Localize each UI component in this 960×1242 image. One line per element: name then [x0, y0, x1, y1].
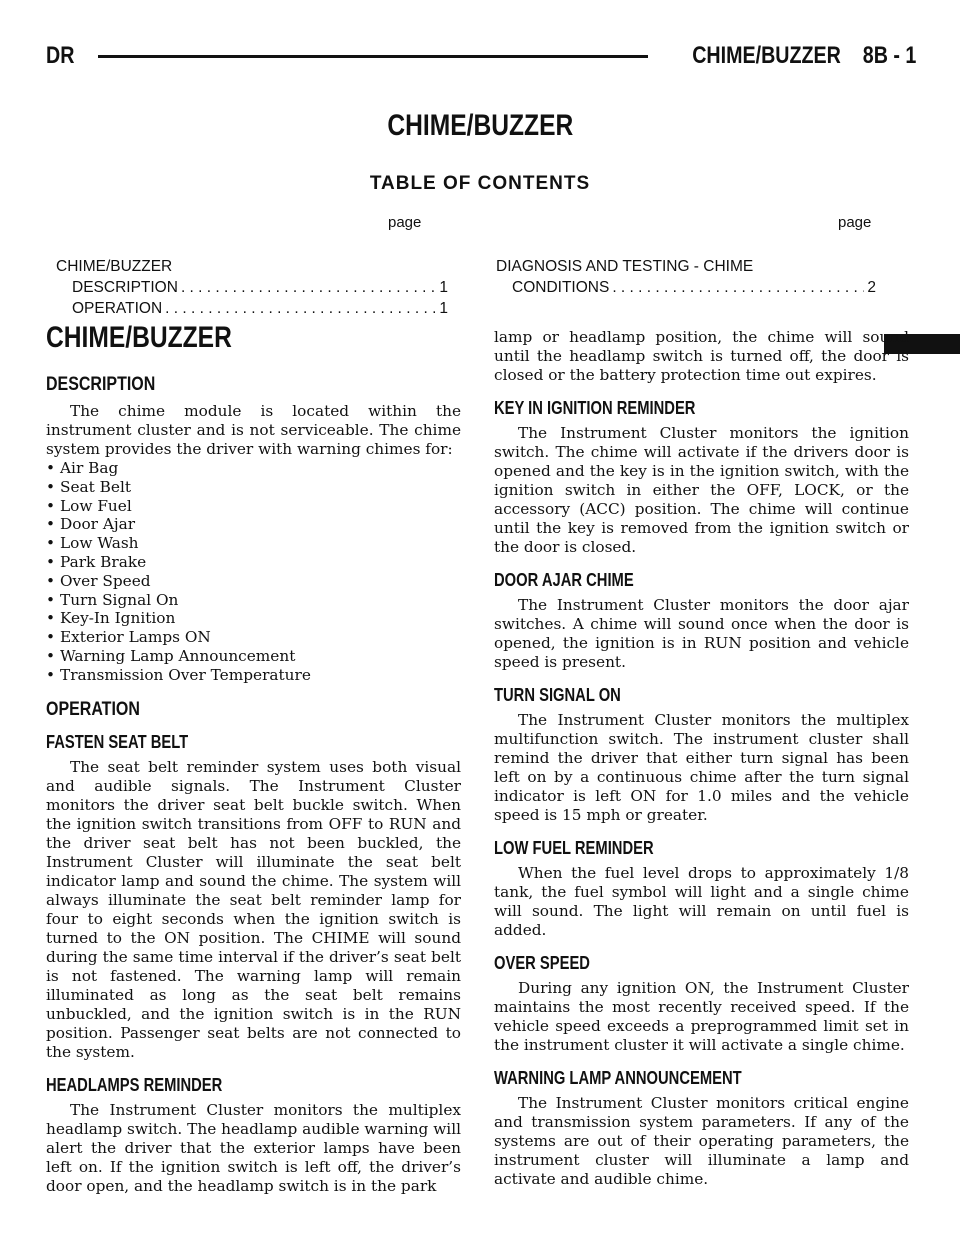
headlamps-text: The Instrument Cluster monitors the multiplex headlamp switch. The headlamp audible warning will alert the driver that the exterior lamps have been left on. If the ignition switch is left off, the driver’s door open, and the headlamp switch is in the park — [46, 1100, 461, 1195]
key-in-ignition-text: The Instrument Cluster monitors the ignition switch. The chime will activate if the drivers door is opened and the key is in the ignition switch, with the ignition switch in either the OFF, LOCK, or the accessory (ACC) position. The chime will continue until the key is removed from the ignition switch or the door is closed. — [494, 424, 909, 556]
toc-left-column — [56, 256, 448, 319]
list-item: • Door Ajar — [46, 515, 461, 534]
headlamps-text-continued: lamp or headlamp position, the chime will sound until the headlamp switch is turned off, the door is closed or the battery protection time out expires. — [494, 328, 909, 384]
list-item: • Exterior Lamps ON — [46, 628, 461, 647]
toc-entry-diagnosis-line1[interactable]: DIAGNOSIS AND TESTING - CHIME — [496, 258, 754, 275]
description-text: The chime module is located within the instrument cluster and is not serviceable. The chime system provides the driver with warning chimes for: — [46, 402, 461, 458]
fasten-seat-belt-text: The seat belt reminder system uses both visual and audible signals. The Instrument Cluster monitors the driver seat belt buckle switch. When the ignition switch transitions from OFF to RUN and the driver seat belt has not been buckled, the Instrument Cluster will illuminate the seat belt indicator lamp and sound the chime. The system will always illuminate the seat belt reminder lamp for four to eight seconds when the ignition switch is turned to the ON position. The CHIME will sound during the same time interval if the driver’s seat belt is not fastened. The warning lamp will remain illuminated as long as the seat belt remains unbuckled, and the ignition switch is in the RUN position. Passenger seat belts are not connected to the system. — [46, 757, 461, 1061]
turn-signal-text: The Instrument Cluster monitors the multiplex multifunction switch. The instrument cluster shall remind the driver that either turn signal has been left on by a continuous chime after the turn signal indicator is left ON for 1.0 miles and the vehicle speed is 15 mph or greater. — [494, 711, 909, 824]
list-item: • Over Speed — [46, 572, 461, 591]
header-rule — [98, 55, 648, 58]
fasten-seat-belt-heading: FASTEN SEAT BELT — [46, 731, 189, 752]
toc-heading: TABLE OF CONTENTS — [369, 173, 591, 194]
low-fuel-heading: LOW FUEL REMINDER — [494, 838, 654, 858]
page-title: CHIME/BUZZER — [387, 109, 573, 142]
toc-group-title: CHIME/BUZZER — [56, 258, 173, 275]
low-fuel-text: When the fuel level drops to approximately 1/8 tank, the fuel symbol will light and a single chime will sound. The light will remain on until fuel is added. — [494, 864, 909, 939]
chime-list — [46, 459, 461, 685]
toc-page-label-right: page — [838, 214, 872, 231]
body-right-column — [494, 328, 909, 1189]
door-ajar-heading: DOOR AJAR CHIME — [494, 570, 634, 590]
key-in-ignition-heading: KEY IN IGNITION REMINDER — [494, 398, 696, 418]
toc-right-column — [496, 256, 876, 298]
door-ajar-text: The Instrument Cluster monitors the door ajar switches. A chime will sound once when the door is opened, the ignition is in RUN position and vehicle speed is present. — [494, 596, 909, 671]
turn-signal-heading: TURN SIGNAL ON — [494, 685, 621, 705]
list-item: • Key-In Ignition — [46, 609, 461, 628]
toc-entry-operation[interactable]: OPERATION . . . 1 — [56, 298, 448, 319]
list-item: • Air Bag — [46, 459, 461, 478]
toc-entry-description[interactable]: DESCRIPTION . . . 1 — [56, 277, 448, 298]
body-left-column — [46, 321, 461, 1196]
over-speed-text: During any ignition ON, the Instrument Cluster maintains the most recently received speed. If the vehicle speed exceeds a preprogrammed limit set in the instrument cluster it will activate a single chime. — [494, 979, 909, 1054]
list-item: • Transmission Over Temperature — [46, 666, 461, 685]
running-header — [46, 42, 916, 72]
list-item: • Turn Signal On — [46, 591, 461, 610]
header-section-code: DR — [46, 42, 75, 69]
header-page-id: CHIME/BUZZER 8B - 1 — [691, 42, 916, 69]
headlamps-heading: HEADLAMPS REMINDER — [46, 1074, 223, 1095]
toc-page-label-left: page — [388, 214, 422, 231]
section-heading: CHIME/BUZZER — [46, 321, 232, 354]
toc-entry-diagnosis[interactable]: CONDITIONS . . . 2 — [496, 277, 876, 298]
warning-lamp-text: The Instrument Cluster monitors critical engine and transmission system parameters. If any of the systems are out of their operating parameters, the instrument cluster will illuminate a lamp and activate and audible chime. — [494, 1094, 909, 1188]
warning-lamp-heading: WARNING LAMP ANNOUNCEMENT — [494, 1068, 742, 1088]
list-item: • Park Brake — [46, 553, 461, 572]
list-item: • Low Fuel — [46, 497, 461, 516]
description-heading: DESCRIPTION — [46, 373, 156, 395]
over-speed-heading: OVER SPEED — [494, 953, 590, 973]
operation-heading: OPERATION — [46, 697, 140, 720]
list-item: • Low Wash — [46, 534, 461, 553]
list-item: • Warning Lamp Announcement — [46, 647, 461, 666]
list-item: • Seat Belt — [46, 478, 461, 497]
